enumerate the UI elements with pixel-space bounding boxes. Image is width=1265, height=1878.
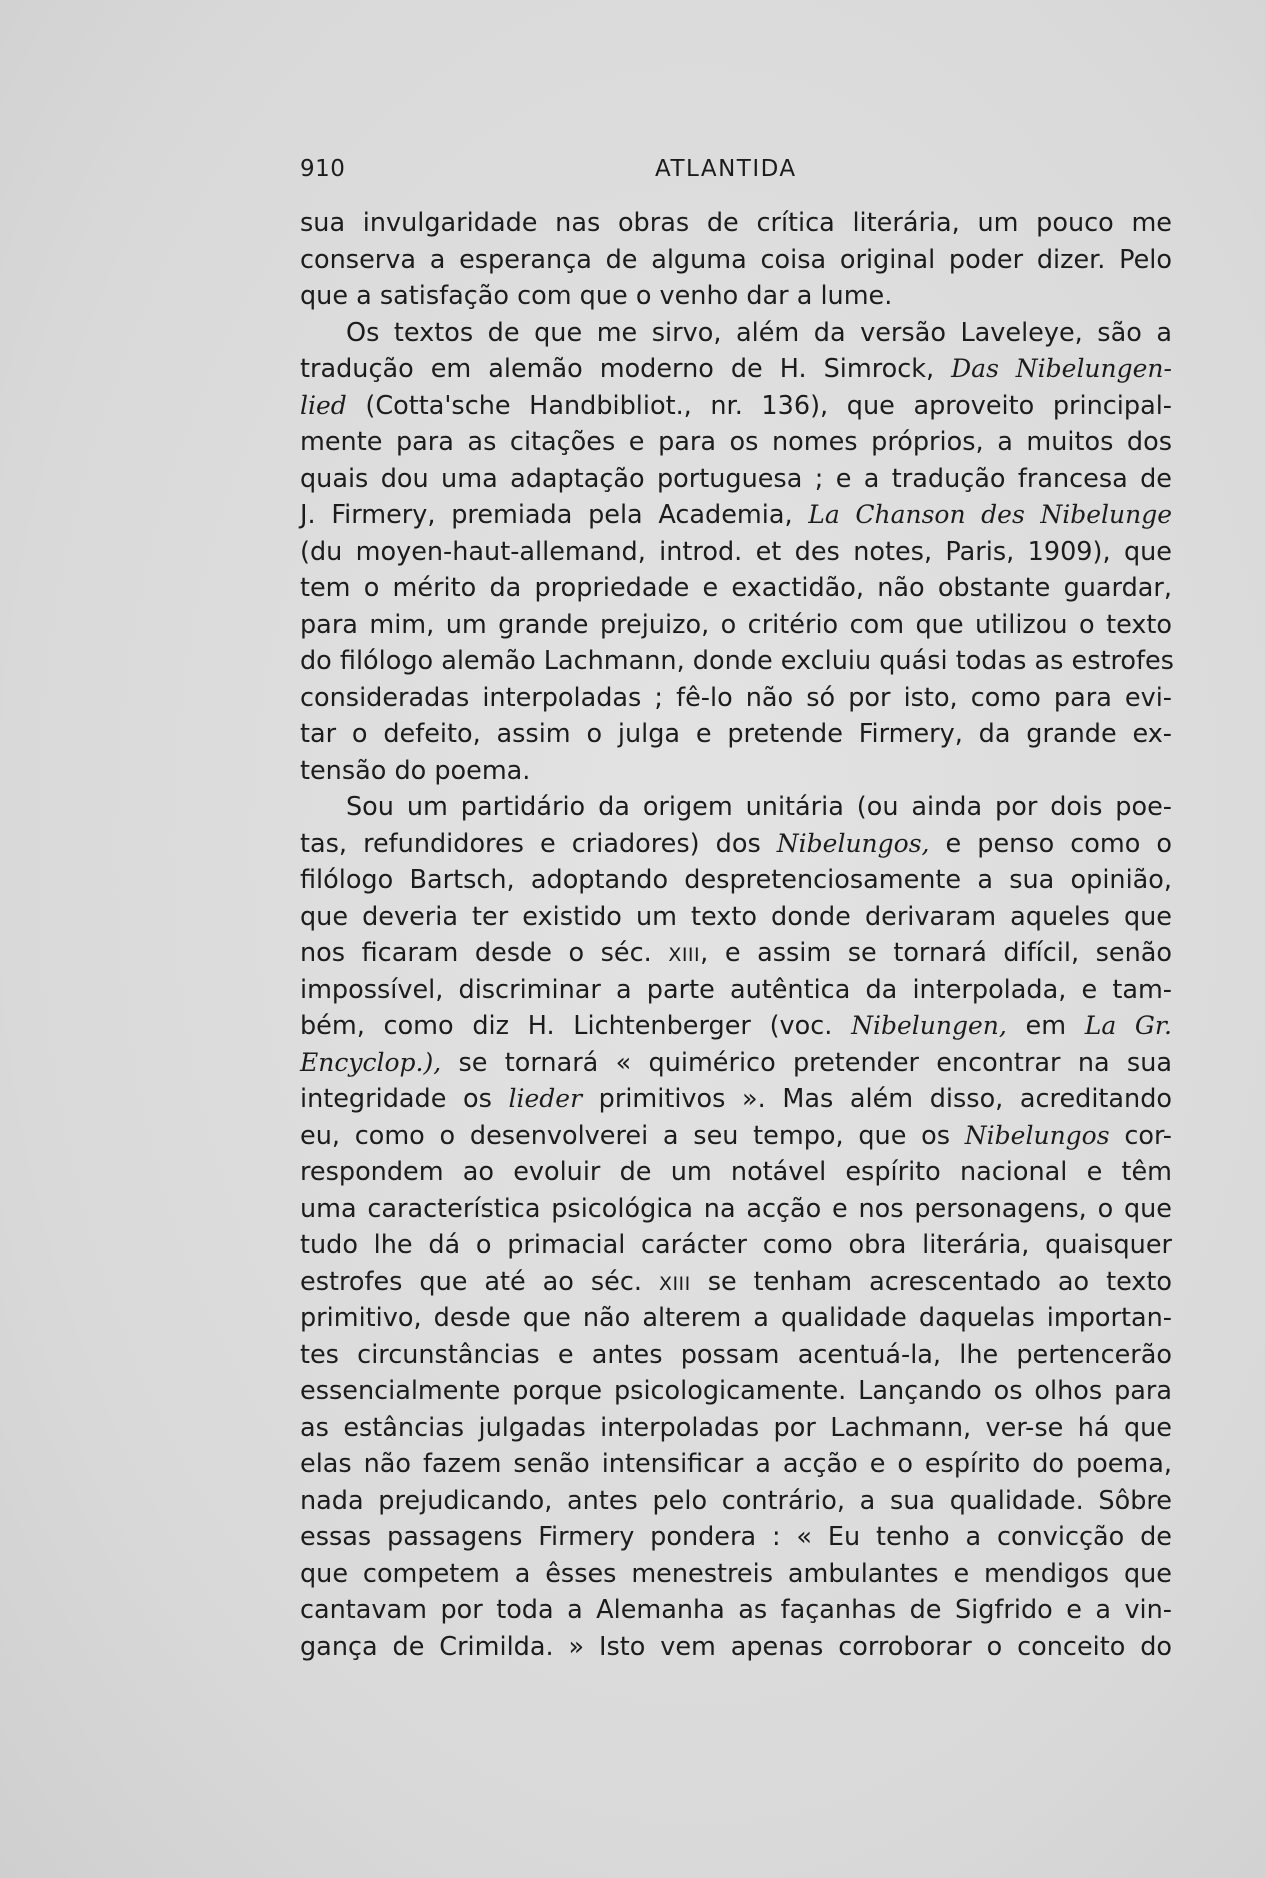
text-segment: (Cotta'sche Handbibliot., nr. 136), que aproveito principal-: [346, 390, 1172, 421]
text-line: nada prejudicando, antes pelo contrário, a sua qualidade. Sôbre: [300, 1485, 1172, 1516]
text-line: respondem ao evoluir de um notável espírito nacional e têm: [300, 1157, 1172, 1187]
text-line: mente para as citações e para os nomes próprios, a muitos dos: [300, 427, 1172, 457]
italic-text: Nibelungen,: [851, 1011, 1007, 1040]
text-segment: cor-: [1109, 1120, 1172, 1151]
text-line: tar o defeito, assim o julga e pretende Firmery, da grande ex-: [300, 719, 1172, 749]
text-segment: se tenham acrescentado ao texto: [690, 1266, 1173, 1297]
text-segment: primitivos ». Mas além disso, acreditando: [582, 1084, 1172, 1114]
text-line: conserva a esperança de alguma coisa original poder dizer. Pelo: [300, 244, 1172, 275]
text-line: [300, 351, 1172, 388]
text-line: que a satisfação com que o venho dar a lume.: [300, 281, 893, 311]
roman-numeral: XIII: [658, 1272, 691, 1295]
italic-text: lieder: [508, 1084, 583, 1113]
text-line: tensão do poema.: [300, 755, 531, 786]
text-segment: em: [1006, 1011, 1085, 1041]
text-segment: J. Firmery, premiada pela Academia,: [300, 500, 809, 530]
text-line: gança de Crimilda. » Isto vem apenas corroborar o conceito do: [300, 1631, 1172, 1662]
text-line: consideradas interpoladas ; fê-lo não só por isto, como para evi-: [300, 682, 1172, 713]
text-line: [300, 497, 1172, 534]
text-line: [300, 1045, 1172, 1082]
text-line: as estâncias julgadas interpoladas por Lachmann, ver-se há que: [300, 1412, 1172, 1443]
text-line: (du moyen-haut-allemand, introd. et des notes, Paris, 1909), que: [300, 536, 1172, 567]
text-line: quais dou uma adaptação portuguesa ; e a tradução francesa de: [300, 463, 1172, 494]
page-number: 910: [300, 156, 346, 182]
text-line: uma característica psicológica na acção e nos personagens, o que: [300, 1193, 1172, 1224]
text-line: que competem a êsses menestreis ambulantes e mendigos que: [300, 1558, 1172, 1589]
text-line: Sou um partidário da origem unitária (ou ainda por dois poe-: [346, 792, 1172, 822]
text-line: que deveria ter existido um texto donde derivaram aqueles que: [300, 901, 1172, 932]
italic-text: Das Nibelungen-: [951, 354, 1172, 383]
text-line: do filólogo alemão Lachmann, donde excluiu quási todas as estrofes: [300, 646, 1174, 676]
page-header: [300, 150, 1172, 190]
text-line: [300, 1008, 1172, 1045]
body-text: [300, 205, 1172, 1665]
text-line: primitivo, desde que não alterem a qualidade daquelas importan-: [300, 1303, 1172, 1333]
text-line: [300, 1081, 1172, 1118]
text-line: [300, 826, 1172, 863]
text-line: essas passagens Firmery pondera : « Eu tenho a convicção de: [300, 1522, 1172, 1552]
italic-text: Encyclop.),: [300, 1047, 442, 1077]
roman-numeral: XIII: [668, 944, 701, 966]
text-line: elas não fazem senão intensificar a acção e o espírito do poema,: [300, 1449, 1172, 1479]
text-segment: nos ficaram desde o séc.: [300, 938, 669, 968]
text-line: [300, 935, 1172, 972]
text-line: cantavam por toda a Alemanha as façanhas de Sigfrido e a vin-: [300, 1595, 1172, 1625]
text-line: impossível, discriminar a parte autêntica da interpolada, e tam-: [300, 974, 1172, 1005]
running-title: ATLANTIDA: [655, 156, 797, 182]
text-line: [300, 1118, 1172, 1155]
text-line: tudo lhe dá o primacial carácter como obra literária, quaisquer: [300, 1230, 1172, 1260]
text-segment: integridade os: [300, 1084, 509, 1114]
text-line: essencialmente porque psicologicamente. Lançando os olhos para: [300, 1376, 1172, 1406]
italic-text: Nibelungos,: [776, 828, 930, 858]
text-segment: tas, refundidores e criadores) dos: [300, 828, 777, 859]
text-segment: tradução em alemão moderno de H. Simrock,: [300, 354, 952, 384]
text-segment: estrofes que até ao séc.: [300, 1266, 659, 1297]
text-line: para mim, um grande prejuizo, o critério com que utilizou o texto: [300, 609, 1172, 640]
italic-text: La Gr.: [1084, 1011, 1172, 1040]
text-line: Os textos de que me sirvo, além da versão Laveleye, são a: [346, 317, 1172, 348]
text-segment: bém, como diz H. Lichtenberger (voc.: [300, 1011, 852, 1041]
italic-text: La Chanson des Nibelunge: [808, 500, 1172, 529]
italic-text: lied: [300, 390, 347, 420]
text-segment: eu, como o desenvolverei a seu tempo, que os: [300, 1120, 965, 1151]
text-segment: , e assim se tornará difícil, senão: [700, 938, 1172, 968]
text-line: filólogo Bartsch, adoptando despretenciosamente a sua opinião,: [300, 865, 1172, 895]
text-line: [300, 1264, 1172, 1301]
italic-text: Nibelungos: [964, 1120, 1110, 1150]
text-segment: se tornará « quimérico pretender encontrar na sua: [441, 1047, 1172, 1078]
text-line: tes circunstâncias e antes possam acentuá-la, lhe pertencerão: [300, 1339, 1172, 1370]
text-line: sua invulgaridade nas obras de crítica literária, um pouco me: [300, 208, 1172, 238]
text-line: tem o mérito da propriedade e exactidão, não obstante guardar,: [300, 573, 1172, 603]
text-segment: e penso como o: [929, 828, 1172, 859]
text-line: [300, 388, 1172, 425]
